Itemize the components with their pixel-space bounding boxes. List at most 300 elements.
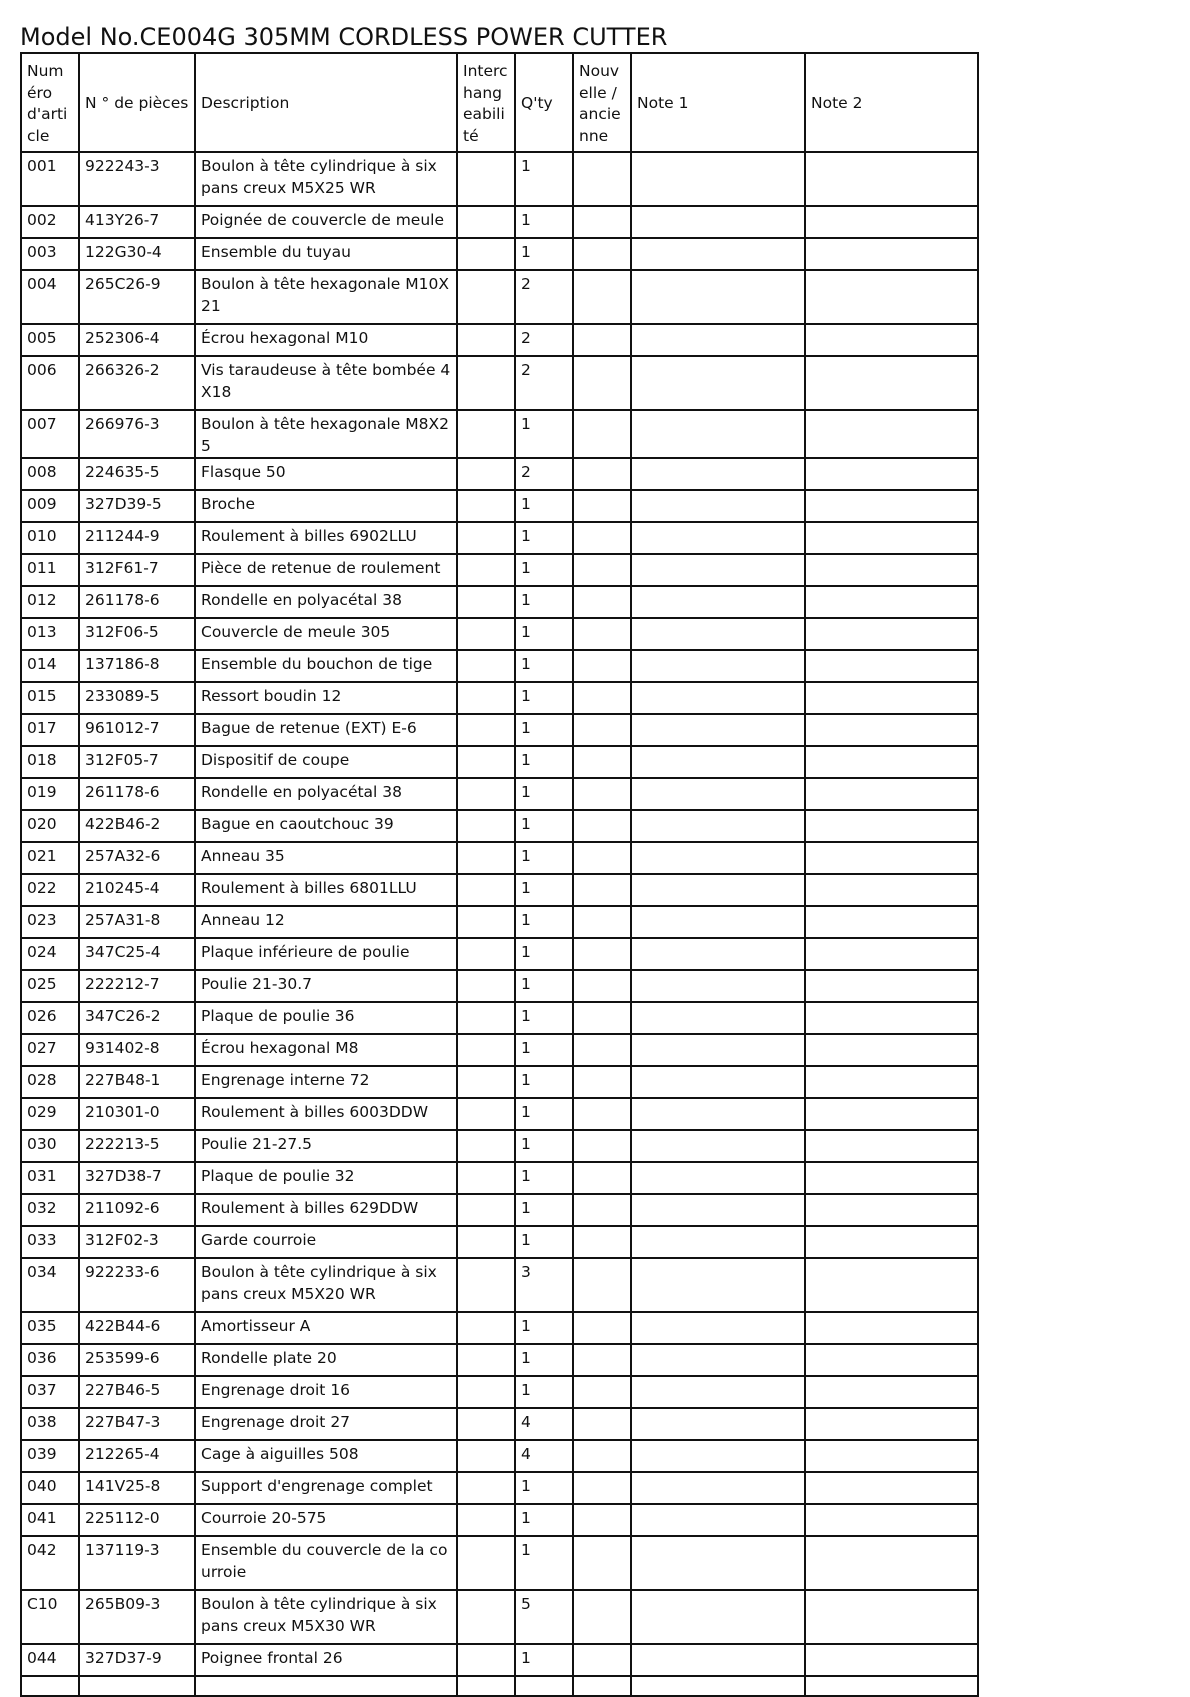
part-no-cell: 266326-2 [79,356,195,410]
new-old-cell [573,270,631,324]
table-row [21,1536,978,1590]
new-old-cell [573,152,631,206]
note-1-cell [631,1590,805,1644]
interchangeability-cell [457,522,515,554]
new-old-cell [573,1226,631,1258]
description-cell: Écrou hexagonal M10 [195,324,457,356]
qty-cell: 1 [515,1312,573,1344]
qty-cell: 1 [515,490,573,522]
note-2-cell [805,490,978,522]
interchangeability-cell [457,1408,515,1440]
note-1-cell [631,490,805,522]
new-old-cell [573,1472,631,1504]
note-2-cell [805,1194,978,1226]
qty-cell: 1 [515,554,573,586]
note-2-cell [805,1590,978,1644]
item-no-cell: 007 [21,410,79,458]
part-no-cell: 922243-3 [79,152,195,206]
interchangeability-cell [457,1676,515,1696]
part-no-cell: 211092-6 [79,1194,195,1226]
qty-cell: 2 [515,270,573,324]
note-1-cell [631,554,805,586]
description-cell: Cage à aiguilles 508 [195,1440,457,1472]
part-no-cell: 312F05-7 [79,746,195,778]
part-no-cell: 225112-0 [79,1504,195,1536]
item-no-cell: 044 [21,1644,79,1676]
table-row [21,238,978,270]
description-cell: Broche [195,490,457,522]
new-old-cell [573,1676,631,1696]
part-no-cell: 222212-7 [79,970,195,1002]
description-cell: Boulon à tête cylindrique à six pans creux M5X25 WR [195,152,457,206]
header-new-old: Nouvelle / ancienne [573,53,631,152]
interchangeability-cell [457,1644,515,1676]
description-cell: Rondelle plate 20 [195,1344,457,1376]
table-row [21,586,978,618]
new-old-cell [573,618,631,650]
table-row [21,714,978,746]
interchangeability-cell [457,1376,515,1408]
description-cell: Écrou hexagonal M8 [195,1034,457,1066]
table-row [21,650,978,682]
description-cell: Engrenage droit 16 [195,1376,457,1408]
new-old-cell [573,410,631,458]
item-no-cell: 037 [21,1376,79,1408]
note-1-cell [631,410,805,458]
note-1-cell [631,458,805,490]
table-row [21,1194,978,1226]
new-old-cell [573,1344,631,1376]
part-no-cell: 253599-6 [79,1344,195,1376]
description-cell: Ressort boudin 12 [195,682,457,714]
interchangeability-cell [457,1002,515,1034]
new-old-cell [573,324,631,356]
note-1-cell [631,1258,805,1312]
new-old-cell [573,356,631,410]
note-1-cell [631,1644,805,1676]
table-row [21,1226,978,1258]
item-no-cell: 017 [21,714,79,746]
interchangeability-cell [457,1590,515,1644]
interchangeability-cell [457,554,515,586]
interchangeability-cell [457,874,515,906]
note-1-cell [631,1312,805,1344]
description-cell: Amortisseur A [195,1312,457,1344]
table-row [21,270,978,324]
note-1-cell [631,1194,805,1226]
note-2-cell [805,238,978,270]
note-1-cell [631,746,805,778]
item-no-cell: 038 [21,1408,79,1440]
new-old-cell [573,238,631,270]
qty-cell: 1 [515,1376,573,1408]
table-row [21,874,978,906]
item-no-cell: 014 [21,650,79,682]
interchangeability-cell [457,618,515,650]
item-no-cell: 039 [21,1440,79,1472]
item-no-cell: 034 [21,1258,79,1312]
description-cell: Ensemble du tuyau [195,238,457,270]
qty-cell: 1 [515,152,573,206]
note-2-cell [805,714,978,746]
interchangeability-cell [457,714,515,746]
item-no-cell: 022 [21,874,79,906]
item-no-cell: 019 [21,778,79,810]
interchangeability-cell [457,270,515,324]
part-no-cell: 122G30-4 [79,238,195,270]
note-1-cell [631,618,805,650]
interchangeability-cell [457,906,515,938]
description-cell: Engrenage droit 27 [195,1408,457,1440]
note-2-cell [805,324,978,356]
note-2-cell [805,152,978,206]
new-old-cell [573,1536,631,1590]
table-row [21,1098,978,1130]
header-note-1: Note 1 [631,53,805,152]
qty-cell: 1 [515,682,573,714]
table-row [21,356,978,410]
item-no-cell: 036 [21,1344,79,1376]
interchangeability-cell [457,1440,515,1472]
part-no-cell: 327D38-7 [79,1162,195,1194]
note-2-cell [805,1376,978,1408]
interchangeability-cell [457,458,515,490]
note-2-cell [805,746,978,778]
interchangeability-cell [457,938,515,970]
qty-cell: 1 [515,1194,573,1226]
table-header-row [21,53,978,152]
new-old-cell [573,522,631,554]
interchangeability-cell [457,682,515,714]
part-no-cell: 312F61-7 [79,554,195,586]
interchangeability-cell [457,650,515,682]
part-no-cell: 922233-6 [79,1258,195,1312]
note-2-cell [805,1676,978,1696]
part-no-cell: 961012-7 [79,714,195,746]
qty-cell: 1 [515,1066,573,1098]
part-no-cell: 265B09-3 [79,1590,195,1644]
part-no-cell: 210301-0 [79,1098,195,1130]
item-no-cell: 024 [21,938,79,970]
qty-cell: 1 [515,522,573,554]
interchangeability-cell [457,152,515,206]
description-cell: Vis taraudeuse à tête bombée 4X18 [195,356,457,410]
part-no-cell: 266976-3 [79,410,195,458]
new-old-cell [573,1408,631,1440]
qty-cell: 2 [515,356,573,410]
table-row [21,938,978,970]
interchangeability-cell [457,810,515,842]
table-row [21,746,978,778]
note-2-cell [805,1472,978,1504]
new-old-cell [573,1002,631,1034]
note-1-cell [631,1504,805,1536]
table-row [21,906,978,938]
qty-cell: 1 [515,410,573,458]
part-no-cell: 347C25-4 [79,938,195,970]
description-cell: Anneau 35 [195,842,457,874]
note-2-cell [805,1066,978,1098]
note-2-cell [805,1312,978,1344]
part-no-cell: 233089-5 [79,682,195,714]
part-no-cell: 137186-8 [79,650,195,682]
note-2-cell [805,1162,978,1194]
interchangeability-cell [457,746,515,778]
interchangeability-cell [457,1034,515,1066]
part-no-cell: 227B48-1 [79,1066,195,1098]
description-cell: Ensemble du couvercle de la courroie [195,1536,457,1590]
note-1-cell [631,270,805,324]
header-item-no: Numéro d'article [21,53,79,152]
note-2-cell [805,206,978,238]
note-2-cell [805,970,978,1002]
table-row [21,1344,978,1376]
interchangeability-cell [457,410,515,458]
new-old-cell [573,1258,631,1312]
part-no-cell: 212265-4 [79,1440,195,1472]
note-1-cell [631,324,805,356]
header-part-no: N ° de pièces [79,53,195,152]
item-no-cell: 002 [21,206,79,238]
item-no-cell: 006 [21,356,79,410]
description-cell: Roulement à billes 629DDW [195,1194,457,1226]
interchangeability-cell [457,1472,515,1504]
note-2-cell [805,458,978,490]
interchangeability-cell [457,842,515,874]
qty-cell: 1 [515,714,573,746]
description-cell: Couvercle de meule 305 [195,618,457,650]
item-no-cell: 008 [21,458,79,490]
item-no-cell: 004 [21,270,79,324]
note-2-cell [805,1098,978,1130]
table-row [21,1408,978,1440]
table-row [21,152,978,206]
interchangeability-cell [457,1504,515,1536]
interchangeability-cell [457,1194,515,1226]
note-1-cell [631,1472,805,1504]
note-1-cell [631,970,805,1002]
qty-cell: 4 [515,1408,573,1440]
item-no-cell: 001 [21,152,79,206]
new-old-cell [573,1130,631,1162]
note-2-cell [805,906,978,938]
table-row [21,1066,978,1098]
note-2-cell [805,522,978,554]
table-row [21,1130,978,1162]
new-old-cell [573,874,631,906]
note-2-cell [805,810,978,842]
note-1-cell [631,1002,805,1034]
note-1-cell [631,874,805,906]
qty-cell: 1 [515,206,573,238]
note-1-cell [631,1676,805,1696]
item-no-cell: 018 [21,746,79,778]
new-old-cell [573,458,631,490]
qty-cell: 5 [515,1590,573,1644]
part-no-cell: 422B46-2 [79,810,195,842]
document-title: Model No.CE004G 305MM CORDLESS POWER CUTTER [20,23,668,51]
table-row [21,522,978,554]
qty-cell: 1 [515,778,573,810]
item-no-cell: 023 [21,906,79,938]
interchangeability-cell [457,1312,515,1344]
note-2-cell [805,554,978,586]
part-no-cell: 347C26-2 [79,1002,195,1034]
part-no-cell: 931402-8 [79,1034,195,1066]
qty-cell: 1 [515,938,573,970]
note-1-cell [631,650,805,682]
new-old-cell [573,1440,631,1472]
part-no-cell: 137119-3 [79,1536,195,1590]
qty-cell: 1 [515,238,573,270]
new-old-cell [573,586,631,618]
part-no-cell: 312F06-5 [79,618,195,650]
description-cell: Engrenage interne 72 [195,1066,457,1098]
table-row [21,1676,978,1696]
qty-cell: 1 [515,586,573,618]
new-old-cell [573,714,631,746]
table-row [21,1472,978,1504]
qty-cell: 1 [515,1034,573,1066]
interchangeability-cell [457,324,515,356]
note-2-cell [805,1258,978,1312]
qty-cell: 1 [515,1226,573,1258]
part-no-cell: 210245-4 [79,874,195,906]
qty-cell [515,1676,573,1696]
description-cell: Rondelle en polyacétal 38 [195,778,457,810]
table-row [21,618,978,650]
new-old-cell [573,1194,631,1226]
table-row [21,1644,978,1676]
new-old-cell [573,1098,631,1130]
part-no-cell: 327D39-5 [79,490,195,522]
item-no-cell: 026 [21,1002,79,1034]
table-row [21,1034,978,1066]
item-no-cell: 042 [21,1536,79,1590]
note-2-cell [805,1130,978,1162]
table-row [21,410,978,458]
table-row [21,1590,978,1644]
note-1-cell [631,1130,805,1162]
interchangeability-cell [457,778,515,810]
item-no-cell: 027 [21,1034,79,1066]
table-row [21,1440,978,1472]
description-cell: Pièce de retenue de roulement [195,554,457,586]
item-no-cell: 003 [21,238,79,270]
note-2-cell [805,1440,978,1472]
note-2-cell [805,1034,978,1066]
qty-cell: 1 [515,970,573,1002]
table-row [21,970,978,1002]
note-1-cell [631,1034,805,1066]
item-no-cell: 012 [21,586,79,618]
item-no-cell: 010 [21,522,79,554]
note-1-cell [631,842,805,874]
note-1-cell [631,152,805,206]
note-2-cell [805,410,978,458]
description-cell: Plaque de poulie 32 [195,1162,457,1194]
new-old-cell [573,970,631,1002]
description-cell: Roulement à billes 6801LLU [195,874,457,906]
part-no-cell: 327D37-9 [79,1644,195,1676]
note-2-cell [805,270,978,324]
item-no-cell: 005 [21,324,79,356]
description-cell: Garde courroie [195,1226,457,1258]
table-row [21,842,978,874]
part-no-cell: 261178-6 [79,586,195,618]
table-row [21,1258,978,1312]
part-no-cell: 422B44-6 [79,1312,195,1344]
new-old-cell [573,682,631,714]
description-cell: Boulon à tête hexagonale M8X25 [195,410,457,458]
description-cell: Plaque de poulie 36 [195,1002,457,1034]
description-cell: Boulon à tête hexagonale M10X21 [195,270,457,324]
qty-cell: 1 [515,1162,573,1194]
interchangeability-cell [457,356,515,410]
parts-table [20,52,979,1697]
note-1-cell [631,1440,805,1472]
note-1-cell [631,1408,805,1440]
description-cell: Boulon à tête cylindrique à six pans creux M5X20 WR [195,1258,457,1312]
new-old-cell [573,906,631,938]
item-no-cell: 033 [21,1226,79,1258]
note-1-cell [631,1536,805,1590]
part-no-cell: 222213-5 [79,1130,195,1162]
header-qty: Q'ty [515,53,573,152]
table-row [21,490,978,522]
note-2-cell [805,618,978,650]
qty-cell: 1 [515,810,573,842]
interchangeability-cell [457,586,515,618]
interchangeability-cell [457,1162,515,1194]
note-2-cell [805,1344,978,1376]
interchangeability-cell [457,1066,515,1098]
note-1-cell [631,778,805,810]
part-no-cell: 227B47-3 [79,1408,195,1440]
description-cell: Poulie 21-30.7 [195,970,457,1002]
qty-cell: 1 [515,1002,573,1034]
note-2-cell [805,682,978,714]
note-2-cell [805,842,978,874]
description-cell: Flasque 50 [195,458,457,490]
new-old-cell [573,746,631,778]
qty-cell: 1 [515,1644,573,1676]
description-cell: Ensemble du bouchon de tige [195,650,457,682]
interchangeability-cell [457,1536,515,1590]
parts-table-body [21,152,978,1696]
note-2-cell [805,1644,978,1676]
part-no-cell: 312F02-3 [79,1226,195,1258]
new-old-cell [573,1312,631,1344]
note-2-cell [805,650,978,682]
note-1-cell [631,356,805,410]
note-2-cell [805,1536,978,1590]
qty-cell: 1 [515,746,573,778]
note-2-cell [805,1408,978,1440]
new-old-cell [573,842,631,874]
qty-cell: 1 [515,842,573,874]
table-row [21,1162,978,1194]
note-1-cell [631,714,805,746]
note-2-cell [805,1002,978,1034]
new-old-cell [573,778,631,810]
note-1-cell [631,238,805,270]
new-old-cell [573,650,631,682]
item-no-cell: 030 [21,1130,79,1162]
part-no-cell: 224635-5 [79,458,195,490]
interchangeability-cell [457,490,515,522]
note-1-cell [631,1226,805,1258]
